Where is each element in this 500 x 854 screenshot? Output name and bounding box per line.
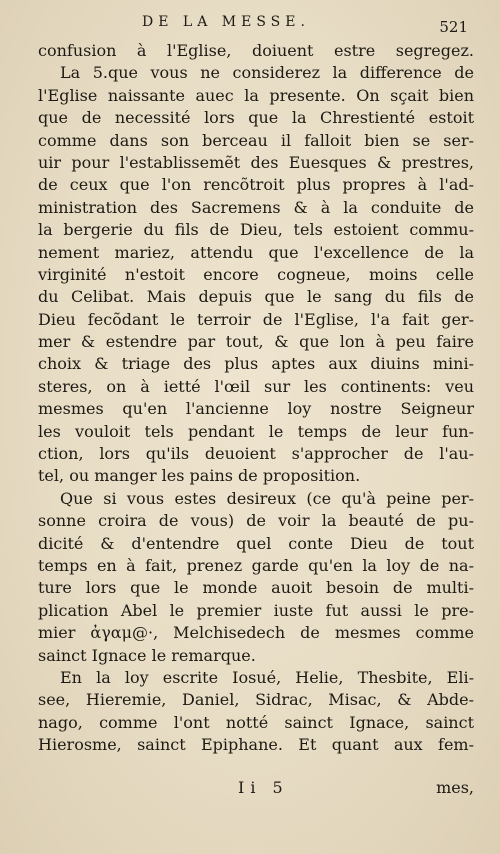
text-line: dicité & d'entendre quel conte Dieu de tout	[38, 533, 474, 553]
text-line: du Celibat. Mais depuis que le sang du fils de	[38, 287, 474, 307]
text-line: l'Eglise naissante auec la presente. On sçait bien	[38, 85, 474, 105]
text-line: mier ἀγαμ@·, Melchisedech de mesmes comme	[38, 623, 474, 643]
text-line: choix & triage des plus aptes aux diuins mini-	[38, 354, 474, 374]
page-number: 521	[439, 18, 468, 36]
text-line: mer & estendre par tout, & que lon à peu faire	[38, 332, 474, 352]
page-footer	[38, 778, 474, 800]
paragraph-start-line: En la loy escrite Iosué, Helie, Thesbite, Eli-	[60, 667, 474, 687]
page-header	[40, 14, 472, 38]
catchword: mes,	[436, 778, 474, 797]
paragraph-start-line: La 5.que vous ne considerez la difference de	[60, 63, 474, 83]
text-line: comme dans son berceau il falloit bien se ser-	[38, 130, 474, 150]
text-line: la bergerie du fils de Dieu, tels estoient commu-	[38, 220, 474, 240]
signature-mark: Ii 5	[238, 778, 289, 797]
text-line: que de necessité lors que la Chrestienté estoit	[38, 108, 474, 128]
paragraph-start-line: Que si vous estes desireux (ce qu'à peine per-	[60, 488, 474, 508]
text-line: plication Abel le premier iuste fut aussi le pre-	[38, 600, 474, 620]
text-line: ministration des Sacremens & à la conduite de	[38, 197, 474, 217]
text-line: confusion à l'Eglise, doiuent estre segregez.	[38, 41, 474, 60]
text-line: nement mariez, attendu que l'excellence de la	[38, 242, 474, 262]
paragraph-end-line: sainct Ignace le remarque.	[38, 645, 256, 665]
text-line: uir pour l'establissemẽt des Euesques & prestres,	[38, 152, 474, 172]
text-line: Dieu fecõdant le terroir de l'Eglise, l'a fait ger-	[38, 309, 474, 329]
text-line: ction, lors qu'ils deuoient s'approcher de l'au-	[38, 444, 474, 464]
text-line: virginité n'estoit encore cogneue, moins celle	[38, 264, 474, 284]
body-text	[38, 40, 474, 757]
text-line: nago, comme l'ont notté sainct Ignace, sainct	[38, 712, 474, 732]
running-head: DE LA MESSE.	[142, 14, 310, 30]
paragraph-end-line: tel, ou manger les pains de proposition.	[38, 466, 361, 486]
text-line: de ceux que l'on rencõtroit plus propres à l'ad-	[38, 175, 474, 195]
text-line: ture lors que le monde auoit besoin de multi-	[38, 578, 474, 598]
text-line: les vouloit tels pendant le temps de leur fun-	[38, 421, 474, 441]
text-line: mesmes qu'en l'ancienne loy nostre Seigneur	[38, 399, 474, 419]
text-line: steres, on à ietté l'œil sur les continents: veu	[38, 376, 474, 396]
text-line: temps en à fait, prenez garde qu'en la loy de na-	[38, 555, 474, 575]
text-line: see, Hieremie, Daniel, Sidrac, Misac, & Abde-	[38, 690, 474, 710]
text-line: sonne croira de vous) de voir la beauté de pu-	[38, 511, 474, 531]
text-line: Hierosme, sainct Epiphane. Et quant aux fem-	[38, 735, 474, 755]
